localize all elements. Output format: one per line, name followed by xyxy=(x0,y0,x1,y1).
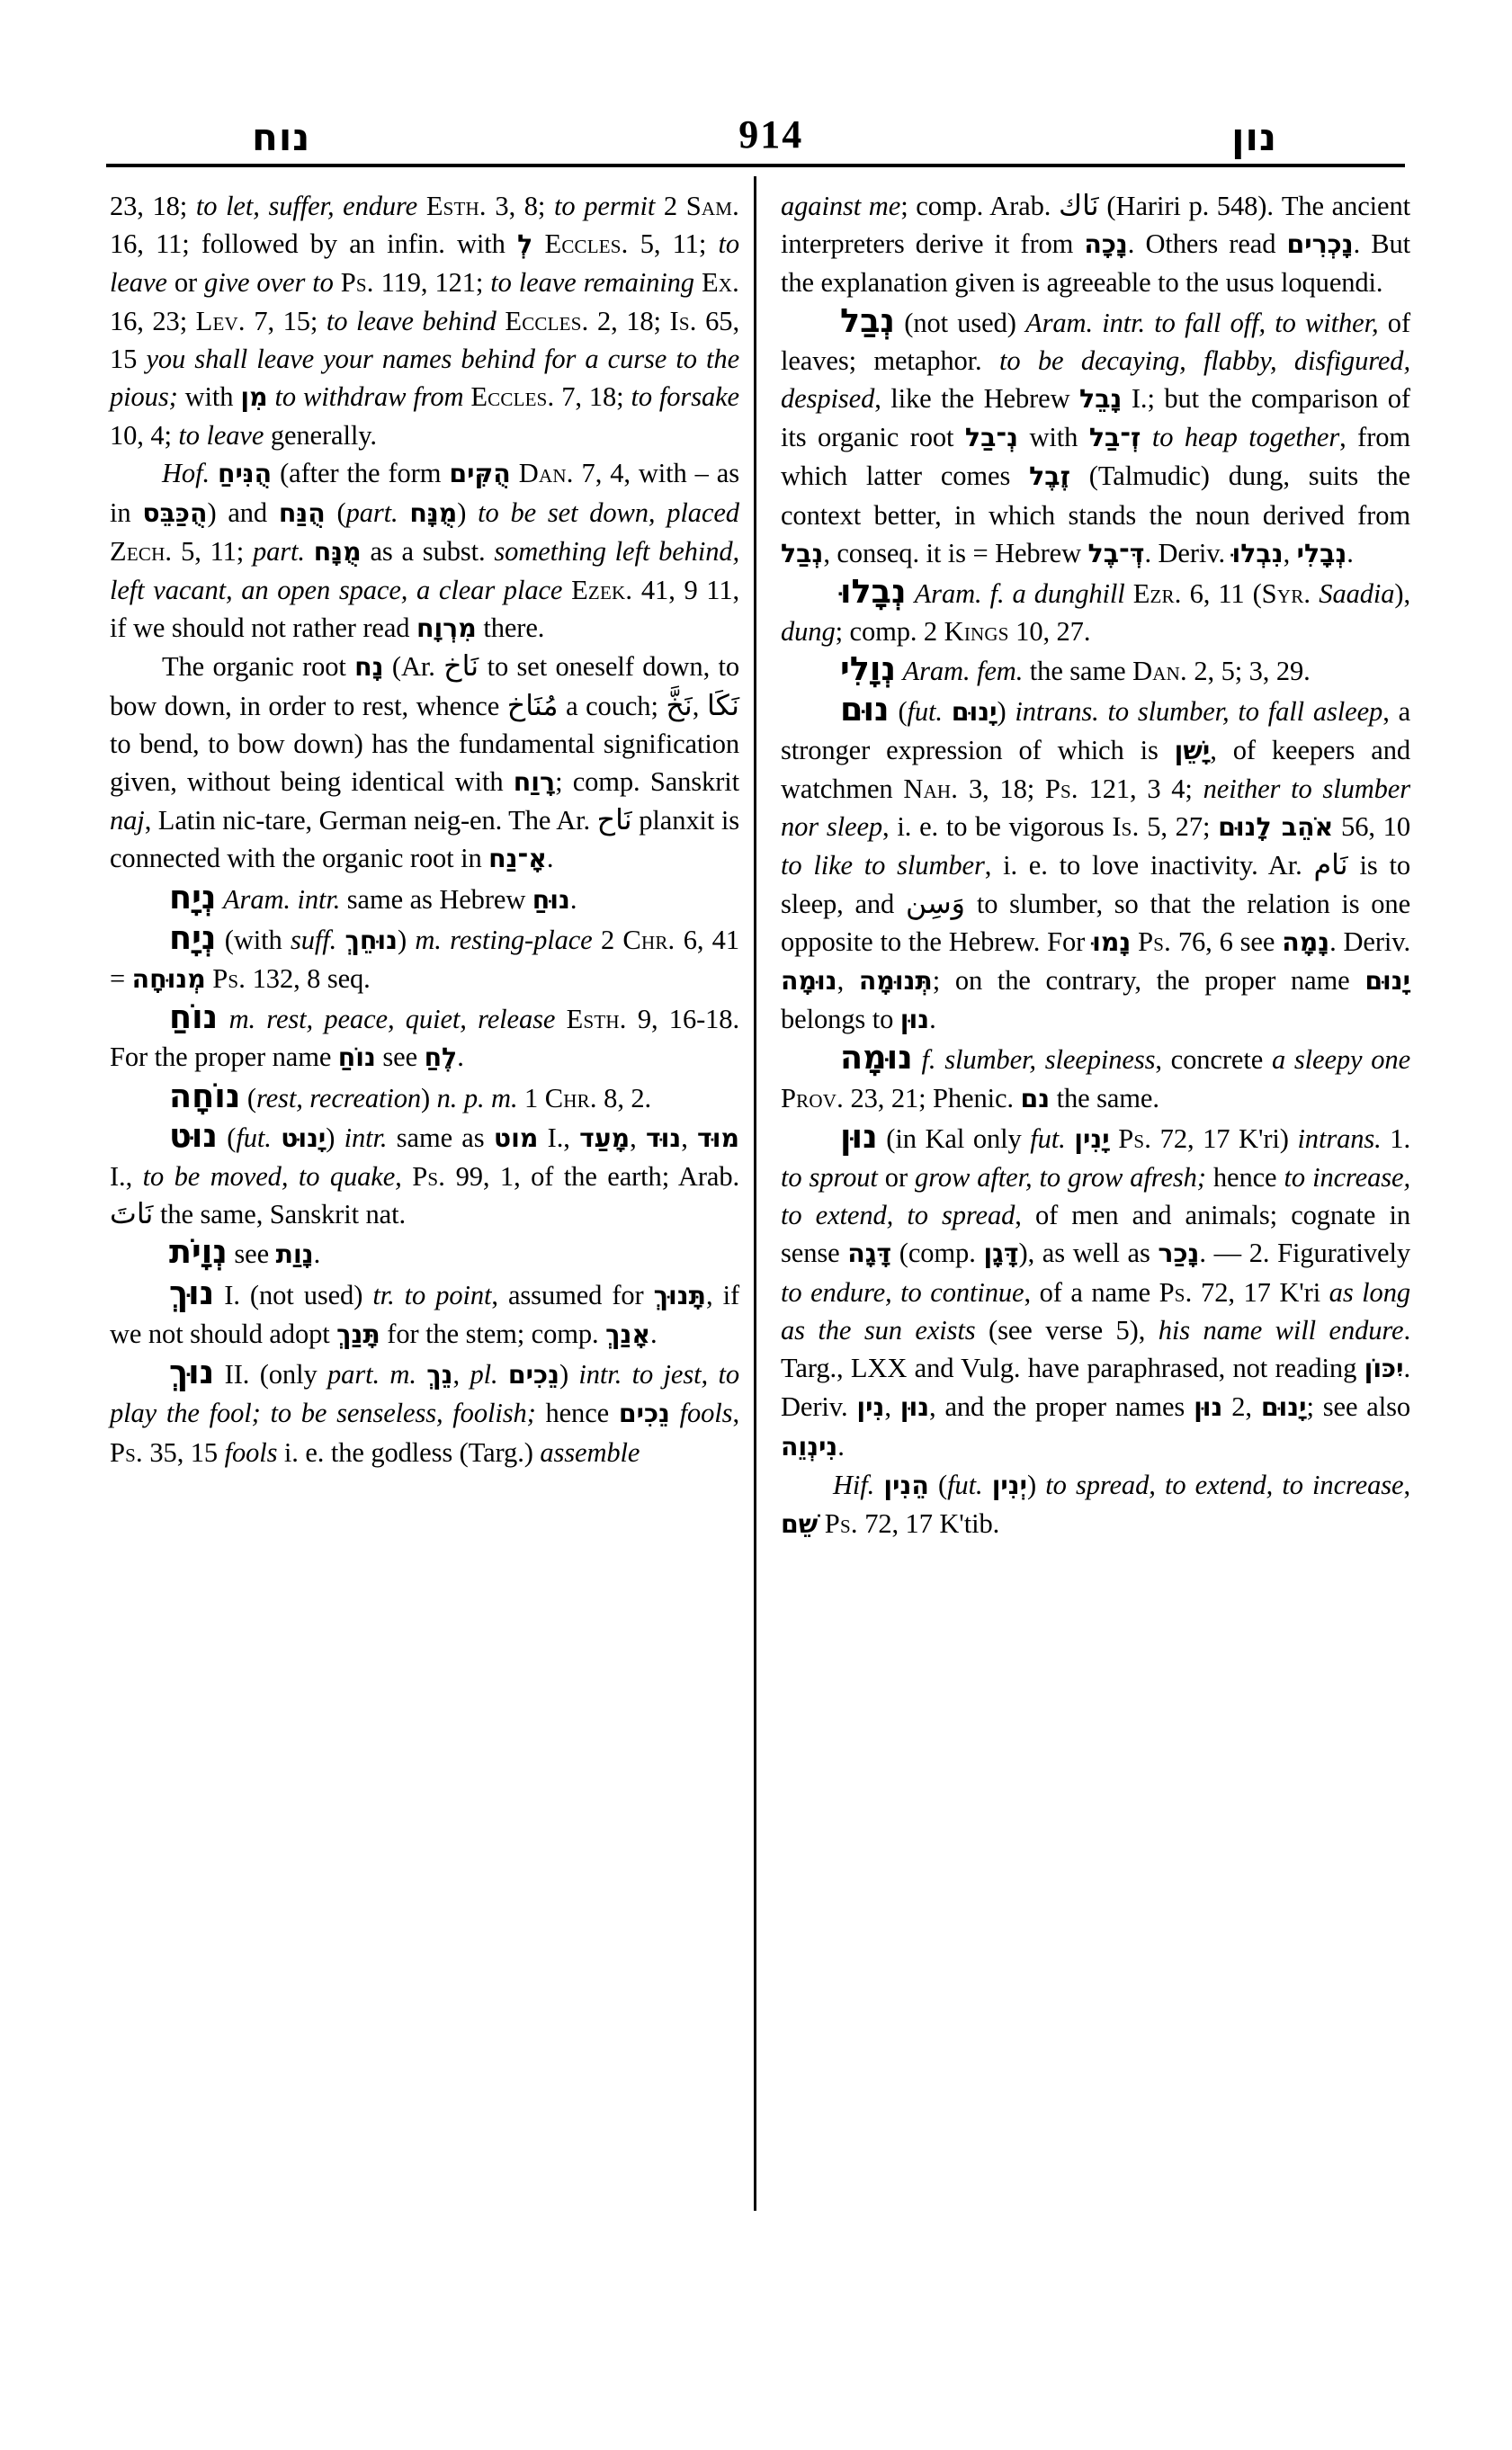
bible-ref: Chr. xyxy=(622,924,675,955)
hebrew-inline: נוֹחַ xyxy=(337,1042,376,1073)
bible-ref: Esth. xyxy=(425,191,487,221)
text-run-gloss: to be decaying, flabby, disfigured, despised xyxy=(781,344,1410,415)
grammar-label: part. xyxy=(345,496,398,528)
text-run-gloss: intr. to jest, to play the fool; to be senseless, foolish; xyxy=(110,1359,739,1429)
text-run-gloss: rest, recreation xyxy=(255,1082,422,1113)
text-run-gloss: naj xyxy=(110,805,145,836)
text-run-gloss: to endure, to continue xyxy=(781,1276,1024,1308)
hebrew-inline: מוּד xyxy=(697,1122,739,1153)
text-run-gloss: to permit xyxy=(554,191,656,221)
entry-niblu: נְבָלוּ Aram. f. a dunghill Ezr. 6, 11 (Syr. Saadia), dung; comp. 2 Kings 10, 27. xyxy=(781,572,1411,648)
bible-ref: Is. xyxy=(1112,811,1140,843)
hebrew-inline: נָח xyxy=(354,652,384,683)
headword-hebrew: נוּט xyxy=(169,1115,218,1155)
bible-ref: Eccles. xyxy=(505,305,589,336)
hebrew-inline: שֵׁם xyxy=(781,1508,819,1539)
text-run-gloss: a sleepy one xyxy=(1271,1044,1411,1076)
hebrew-inline: נְ־בַל xyxy=(964,423,1018,453)
bible-ref: Esth. xyxy=(566,1004,627,1035)
entry-nohah: נוֹחָה (rest, recreation) n. p. m. 1 Chr. 8, 2. xyxy=(169,1076,652,1115)
headword-hebrew: נְיָח xyxy=(169,877,217,917)
column-divider xyxy=(754,176,756,2211)
entry-nuyot: נְוָיֹת see נָוַת. xyxy=(169,1232,321,1272)
bible-ref: Ps. xyxy=(110,1436,143,1468)
hebrew-inline: יָנוּם xyxy=(951,696,998,727)
headword-hebrew: נוֹחַ xyxy=(169,997,219,1037)
arabic-inline: نَاح xyxy=(596,804,632,837)
hebrew-inline: דָּגָן xyxy=(983,1238,1019,1269)
entry-nuk-two: נוּךְ II. (only part. m. נֵךְ, pl. נֵכִים) intr. to jest, to play the fool; to be senseless, foolish; hence נֵכִים fools, Ps. 35, 15 fools i. e. the godless (Targ.) assemble xyxy=(110,1353,739,1468)
arabic-inline: وَسِن xyxy=(905,887,965,920)
bible-ref: Ps. xyxy=(212,963,246,995)
grammar-label: fut. xyxy=(947,1469,983,1500)
text-run-gloss: to be moved, to quake, xyxy=(142,1161,402,1193)
hebrew-inline: מָעַד xyxy=(579,1122,631,1153)
hebrew-inline: הֵנִין xyxy=(883,1470,929,1500)
hebrew-inline: נָוַת xyxy=(275,1239,314,1270)
hebrew-inline: לֶחַ xyxy=(424,1042,458,1073)
page-number: 914 xyxy=(738,112,804,156)
entry-noach-rest: נוֹחַ m. rest, peace, quiet, release Esth. 9, 16-18. For the proper name נוֹחַ see לֶחַ. xyxy=(110,997,739,1073)
bible-ref: Nah. xyxy=(903,773,959,805)
text-run-gloss: to spread, to extend, to increase xyxy=(1045,1469,1404,1500)
text-run-gloss: as long as the sun exists xyxy=(781,1276,1410,1346)
headword-hebrew: נְבַל xyxy=(840,300,896,340)
text-run-gloss: to leave remaining xyxy=(490,267,694,299)
hebrew-inline: נִין xyxy=(856,1392,885,1423)
grammar-label: fut. xyxy=(907,695,943,727)
grammar-label: tr. to point xyxy=(372,1279,492,1310)
hebrew-inline: מֻנָּח xyxy=(409,497,458,528)
bible-ref: Ezek. xyxy=(571,575,633,606)
headword-hebrew: נְוָיֹת xyxy=(169,1232,228,1272)
hebrew-inline: הֻקִּים xyxy=(449,459,511,489)
text-run-gloss: to leave xyxy=(178,420,264,452)
arabic-inline: نَاخ xyxy=(443,650,479,684)
hebrew-inline: יְנִין xyxy=(991,1470,1027,1500)
left-column xyxy=(110,187,739,1471)
hebrew-inline: נָכָה xyxy=(1084,229,1128,260)
text-run-gloss: give over to xyxy=(204,267,334,299)
hebrew-inline: נָכַר xyxy=(1158,1238,1200,1269)
entry-niach-aram: נְיָח Aram. intr. same as Hebrew נוּחַ. xyxy=(169,877,577,917)
hebrew-inline: נֵכִים xyxy=(618,1399,670,1429)
entry-hifil: Hif. הֵנִין (fut. יְנִין) to spread, to extend, to increase, שֵׁם Ps. 72, 17 K'tib. xyxy=(781,1469,1410,1539)
entry-paragraph-continued: against me; comp. Arab. نَاك (Hariri p. 548). The ancient interpreters derive it from נָכָה. Others read נָכְרִים. But the explanation given is agreeable to the usus loquendi. xyxy=(781,190,1411,299)
right-column xyxy=(781,187,1410,1543)
text-run-gloss: assemble xyxy=(540,1436,640,1468)
text-run-gloss: to forsake xyxy=(631,381,739,413)
hebrew-inline: אֹהֵב לָנוּם xyxy=(1218,812,1334,843)
language-label: Aram. f. a dunghill xyxy=(914,578,1125,610)
text-run-gloss: to increase, to extend, to spread xyxy=(781,1162,1410,1231)
entry-nuk-one: נוּךְ I. (not used) tr. to point, assumed for תָּנוּךְ, if we not should adopt תָּנַךְ for the stem; comp. אָנַךְ. xyxy=(110,1273,739,1349)
hebrew-inline: מִן xyxy=(240,382,268,413)
bible-ref: Is. xyxy=(669,305,697,336)
bible-ref: Dan. xyxy=(1132,656,1187,687)
hebrew-inline: רָוַח xyxy=(513,767,556,798)
hebrew-inline: נוּמָה xyxy=(781,966,837,997)
grammar-label: part. xyxy=(252,535,305,567)
grammar-label: part. m. xyxy=(327,1359,416,1390)
text-run-gloss: fools xyxy=(679,1398,733,1429)
bible-ref: Dan. xyxy=(518,458,574,489)
text-run-gloss: against me xyxy=(781,191,901,221)
hebrew-inline: נִינְוֵה xyxy=(781,1431,838,1462)
source-ref: Saadia xyxy=(1319,578,1395,610)
text-run-gloss: to leave behind xyxy=(326,305,497,336)
text-run-gloss: neither to slumber nor sleep xyxy=(781,773,1410,843)
headword-hebrew: נוּן xyxy=(840,1116,878,1156)
hebrew-inline: נֵכִים xyxy=(507,1360,559,1390)
hebrew-inline: יָנִין xyxy=(1074,1123,1110,1154)
grammar-label: suff. xyxy=(291,924,337,955)
bible-ref: Eccles. xyxy=(544,228,629,260)
bible-ref: Ps. xyxy=(1159,1276,1193,1308)
text-run-gloss: dung xyxy=(781,616,836,648)
arabic-inline: نَاك xyxy=(1058,190,1099,222)
entry-paragraph-hofal: Hof. הֻנִּיחַ (after the form הֻקִּים Dan. 7, 4, with – as in הֻכַּבֵּס) and הֻנַּח (part. מֻנָּח) to be set down, placed Zech. 5, 11; part. מֻנָּח as a subst. something left behind, left vacant, an open space, a clear place Ezek. 41, 9 11, if we should not rather read מִרְוָח there. xyxy=(110,458,740,644)
text-run-gloss: grow after, to grow afresh; xyxy=(915,1162,1206,1194)
headword-hebrew: נוּמָה xyxy=(840,1038,913,1077)
hebrew-inline: הֻנִּיחַ xyxy=(217,459,273,489)
bible-ref: Ps. xyxy=(1044,773,1078,805)
hebrew-inline: נֵךְ xyxy=(426,1360,453,1390)
hebrew-inline: נוּן xyxy=(899,1005,930,1035)
hebrew-inline: הֻנַּח xyxy=(278,497,326,528)
entry-paragraph-organic-root: The organic root נָח (Ar. نَاخ to set oneself down, to bow down, in order to rest, whence مُنَاخ a couch; نَخَّ, نَكَا to bend, to bow down) has the fundamental signification given, without being identical with רָוַח; comp. Sanskrit naj, Latin nic-tare, German neig-en. The Ar. نَاح planxit is connected with the organic root in אָ־נַח. xyxy=(110,650,740,874)
headword-hebrew: נְיָח xyxy=(169,917,217,957)
hebrew-inline: דְּ־בֶל xyxy=(1087,538,1145,568)
arabic-inline: نَام xyxy=(1313,849,1348,882)
grammar-label: m. resting-place xyxy=(415,924,593,955)
text-run-gloss: fools xyxy=(224,1436,278,1468)
headword-hebrew: נוּם xyxy=(840,689,890,729)
hebrew-inline: מֻנָּח xyxy=(313,536,362,567)
grammar-label: n. p. m. xyxy=(436,1082,518,1113)
entry-nut: נוּט (fut. יָנוּט) intr. same as מוט I., מָעַד, נוּד, מוּד I., to be moved, to quake, Ps. 99, 1, of the earth; Arab. نَاتَ the same, Sanskrit nat. xyxy=(110,1115,739,1231)
headword-hebrew: נוֹחָה xyxy=(169,1076,241,1115)
bible-ref: Prov. xyxy=(781,1082,844,1113)
hebrew-inline: נוּד xyxy=(645,1122,682,1153)
stem-label: Hif. xyxy=(833,1469,875,1500)
entry-nibli: נְוָלִי Aram. fem. the same Dan. 2, 5; 3, 29. xyxy=(840,649,1311,689)
bible-ref: Ps. xyxy=(1118,1122,1152,1154)
entry-nun: נוּן (in Kal only fut. יָנִין Ps. 72, 17 K'ri) intrans. 1. to sprout or grow after, to grow afresh; hence to increase, to extend, to spread, of men and animals; cognate in sense דָּגָה (comp. דָּגָן), as well as נָכַר. — 2. Figuratively to endure, to continue, of a name Ps. 72, 17 K'ri as long as the sun exists (see verse 5), his name will endure. Targ., LXX and Vulg. have paraphrased, not reading יִכּוֹן. Deriv. נִין, נוּן, and the proper names נוּן 2, יָנוּם; see also נִינְוֵה. xyxy=(781,1116,1410,1462)
text-run-gloss: to heap together xyxy=(1151,422,1340,453)
bible-ref: Eccles. xyxy=(470,381,555,413)
text-run-gloss: to sprout xyxy=(781,1162,878,1194)
hebrew-inline: נוּחֵךְ xyxy=(344,925,398,955)
headword-hebrew: נוּךְ xyxy=(169,1353,215,1392)
hebrew-inline: יָנוּט xyxy=(281,1122,327,1153)
hebrew-inline: יִכּוֹן xyxy=(1364,1354,1404,1384)
bible-ref: Ps. xyxy=(1138,925,1171,957)
bible-ref: Kings xyxy=(944,616,1009,648)
bible-ref: Ezr. xyxy=(1132,578,1182,610)
text-run-gloss: to be set down, placed xyxy=(478,496,739,528)
headword-hebrew: נְוָלִי xyxy=(840,649,897,689)
hebrew-inline: מְנוּחָה xyxy=(131,964,206,995)
hebrew-inline: נָמָה xyxy=(1282,926,1330,957)
grammar-label: fut. xyxy=(236,1122,272,1153)
bible-ref: Lev. xyxy=(195,305,246,336)
hebrew-inline: מוט xyxy=(493,1122,539,1153)
text-run-gloss: to like to slumber xyxy=(781,850,985,881)
text-run-gloss: to leave xyxy=(110,228,739,299)
bible-ref: Ex. xyxy=(701,267,739,299)
hebrew-inline: יָשֵׁן xyxy=(1174,735,1211,765)
hebrew-inline: נוּחַ xyxy=(532,884,570,915)
running-header xyxy=(108,86,1403,159)
hebrew-inline: נוּן xyxy=(1194,1392,1223,1423)
text-run-gloss: to let, suffer, endure xyxy=(195,191,418,221)
language-label: Aram. intr. to fall off, to wither, xyxy=(1025,307,1379,338)
language-label: Aram. intr. xyxy=(223,883,341,915)
bible-ref: Ps. xyxy=(340,267,374,299)
hebrew-inline: יָנוּם xyxy=(1260,1392,1307,1423)
running-head-left: נוח xyxy=(252,115,311,159)
grammar-label: f. slumber, sleepiness xyxy=(921,1044,1156,1076)
grammar-label: intrans. xyxy=(1297,1122,1382,1154)
grammar-label: intr. xyxy=(344,1122,388,1153)
headword-hebrew: נוּךְ xyxy=(169,1273,215,1312)
arabic-inline: نَخَّ xyxy=(666,689,693,722)
hebrew-inline: נם xyxy=(1020,1083,1051,1113)
source-ref: Syr. xyxy=(1261,578,1311,610)
bible-ref: Sam. xyxy=(685,191,739,221)
text-run-gloss: to withdraw from xyxy=(274,381,464,413)
hebrew-inline: נְבָלִי xyxy=(1296,538,1347,568)
arabic-inline: نَاتَ xyxy=(110,1198,154,1231)
hebrew-inline: אָנַךְ xyxy=(605,1319,650,1349)
grammar-label: pl. xyxy=(470,1359,498,1390)
arabic-inline: مُنَاخ xyxy=(506,689,559,722)
hebrew-inline: נָבֵל xyxy=(1079,384,1123,415)
bible-ref: Ps. xyxy=(412,1161,446,1193)
header-rule xyxy=(106,164,1405,167)
text-run-gloss: intrans. to slumber, to fall asleep xyxy=(1015,695,1383,727)
entry-paragraph: 23, 18; to let, suffer, endure Esth. 3, 8; to permit 2 Sam. 16, 11; followed by an infin. with לְ Eccles. 5, 11; to leave or give over to Ps. 119, 121; to leave remaining Ex. 16, 23; Lev. 7, 15; to leave behind Eccles. 2, 18; Is. 65, 15 you shall leave your names behind for a curse to the pious; with מִן to withdraw from Eccles. 7, 18; to forsake 10, 4; to leave generally. xyxy=(110,191,740,452)
hebrew-inline: נִבְלוּ xyxy=(1231,538,1284,568)
entry-nabal: נְבַל (not used) Aram. intr. to fall off, to wither, of leaves; metaphor. to be decaying, flabby, disfigured, despised, like the Hebrew נָבֵל I.; but the comparison of its organic root נְ־בַל with זְ־בַל to heap together, from which latter comes זֶבֶל (Talmudic) dung, suits the context better, in which stands the noun derived from נְבַל, conseq. it is = Hebrew דְּ־בֶל. Deriv. נִבְלוּ, נְבָלִי. xyxy=(781,300,1411,568)
language-label: Aram. fem. xyxy=(902,656,1024,687)
bible-ref: Zech. xyxy=(110,535,173,567)
text-run-gloss: something left behind, left vacant, an open space, a clear place xyxy=(110,535,740,606)
hebrew-inline: יָנוּם xyxy=(1364,966,1410,997)
bible-ref: Ps. xyxy=(824,1507,858,1539)
text-run-ref: 23, 18; xyxy=(110,191,196,221)
hebrew-inline: הֻכַּבֵּס xyxy=(142,497,208,528)
grammar-label: m. rest, peace, quiet, release xyxy=(228,1004,556,1035)
entry-numah: נוּמָה f. slumber, sleepiness, concrete a sleepy one Prov. 23, 21; Phenic. נם the same. xyxy=(781,1038,1411,1113)
hebrew-inline: תָּנַךְ xyxy=(336,1319,380,1349)
hebrew-inline: לְ xyxy=(517,229,533,260)
text-run-gloss: his name will endure xyxy=(1158,1314,1404,1346)
grammar-label: fut. xyxy=(1030,1122,1066,1154)
entry-num: נוּם (fut. יָנוּם) intrans. to slumber, to fall asleep, a stronger expression of which is יָשֵׁן, of keepers and watchmen Nah. 3, 18; Ps. 121, 3 4; neither to slumber nor sleep, i. e. to be vigorous Is. 5, 27; אֹהֵב לָנוּם 56, 10 to like to slumber, i. e. to love inactivity. Ar. نَام is to sleep, and وَسِن to slumber, so that the relation is one opposite to the Hebrew. For נָמוּ Ps. 76, 6 see נָמָה. Deriv. נוּמָה, תְּנוּמָה; on the contrary, the proper name יָנוּם belongs to נוּן. xyxy=(781,689,1411,1035)
headword-hebrew: נְבָלוּ xyxy=(840,572,907,612)
hebrew-inline: דָּגָה xyxy=(847,1238,892,1269)
hebrew-inline: אָ־נַח xyxy=(488,844,547,874)
stem-label: Hof. xyxy=(162,458,210,489)
entry-niach-suffix: נְיָח (with suff. נוּחֵךְ) m. resting-place 2 Chr. 6, 41 = מְנוּחָה Ps. 132, 8 seq. xyxy=(110,917,739,995)
hebrew-inline: נוּן xyxy=(899,1392,930,1423)
hebrew-inline: נָכְרִים xyxy=(1286,229,1354,260)
hebrew-inline: זֶבֶל xyxy=(1029,461,1070,492)
running-head-right: נון xyxy=(1231,115,1277,159)
arabic-inline: نَكَا xyxy=(707,689,740,722)
hebrew-inline: נָמוּ xyxy=(1092,926,1132,957)
hebrew-inline: תְּנוּמָה xyxy=(858,966,933,997)
bible-ref: Chr. xyxy=(544,1082,597,1113)
hebrew-inline: זְ־בַל xyxy=(1088,423,1141,453)
hebrew-inline: מִרְוָח xyxy=(416,613,477,644)
text-run-gloss: you shall leave your names behind for a curse to the pious; xyxy=(110,343,740,413)
hebrew-inline: תָּנוּךְ xyxy=(653,1280,706,1310)
hebrew-inline: נְבַל xyxy=(781,538,824,568)
